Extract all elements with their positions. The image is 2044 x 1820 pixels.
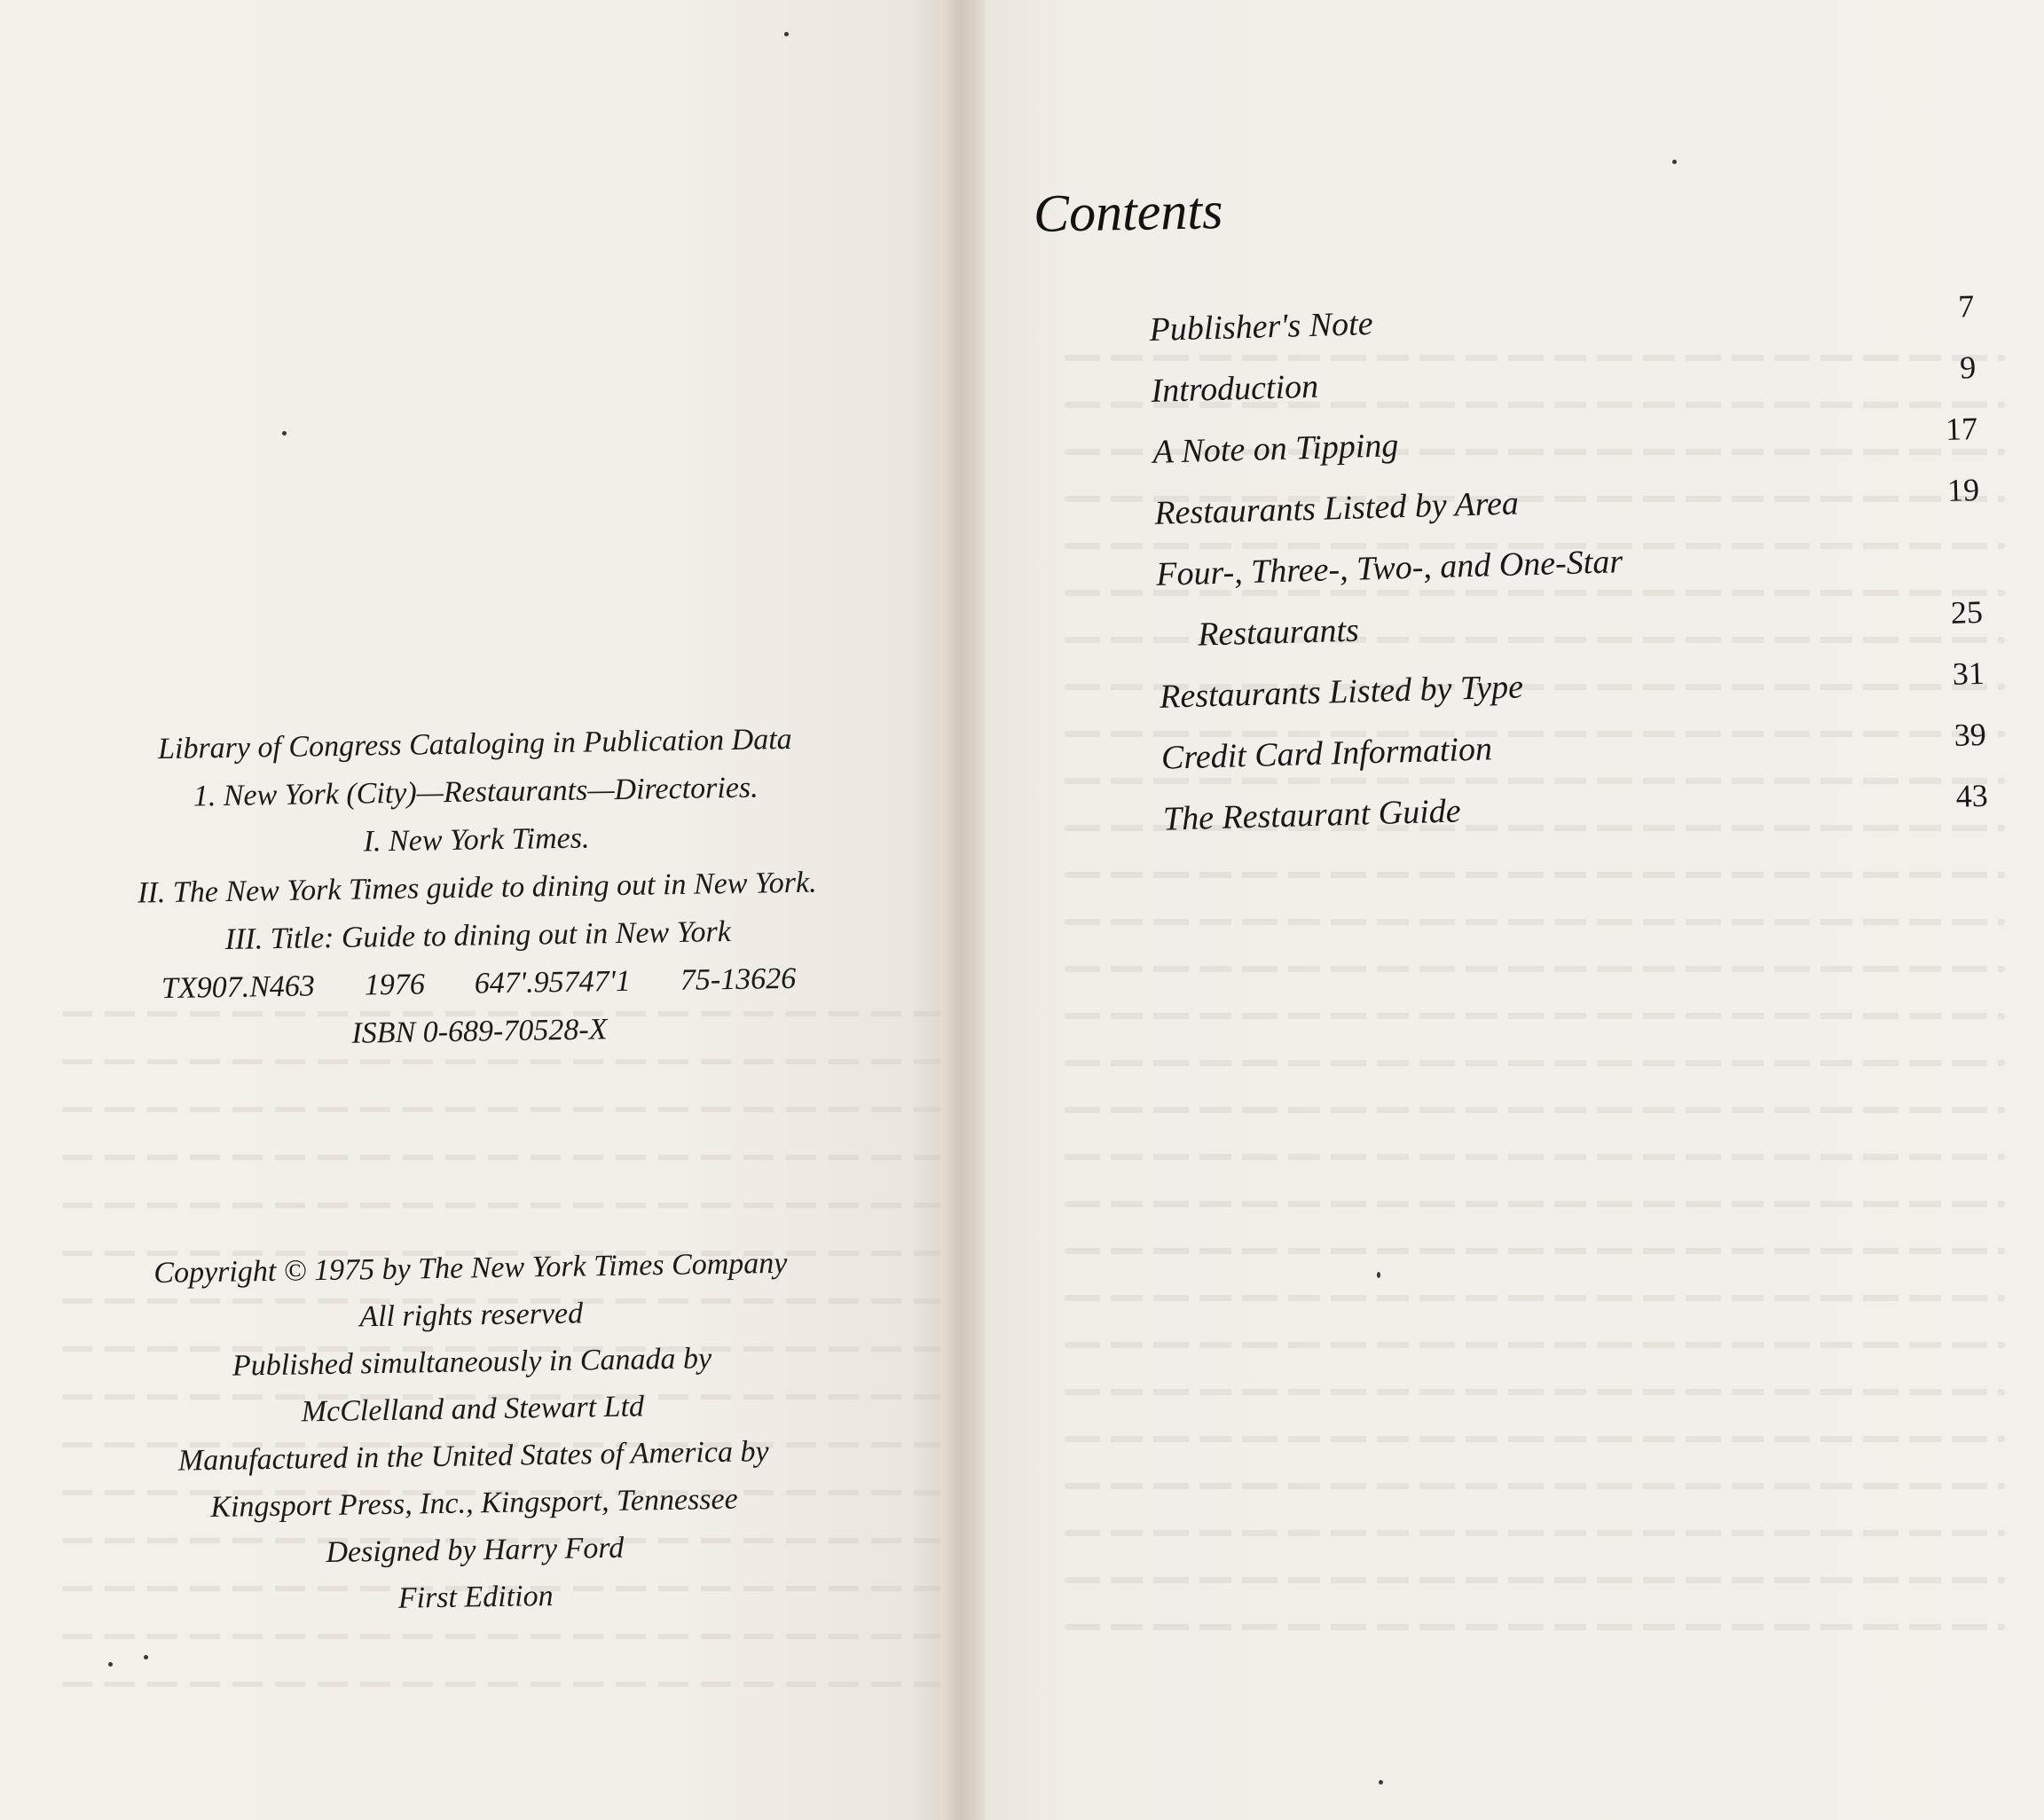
printer-line: Kingsport Press, Inc., Kingsport, Tennessee bbox=[210, 1482, 738, 1525]
cataloging-heading: Library of Congress Cataloging in Publication Data bbox=[157, 722, 792, 766]
toc-entry-page: 19 bbox=[1946, 471, 1980, 508]
toc-entry[interactable] bbox=[1156, 532, 1984, 678]
toc-entry-label: Restaurants Listed by Type bbox=[1159, 668, 1524, 716]
toc-entry-label: Four-, Three-, Two-, and One-Star bbox=[1155, 543, 1623, 593]
designer-line: Designed by Harry Ford bbox=[326, 1531, 625, 1569]
rights-line: All rights reserved bbox=[359, 1297, 584, 1334]
toc-entry-page: 31 bbox=[1952, 655, 1985, 692]
edition-line: First Edition bbox=[397, 1579, 554, 1615]
dewey-number: 647'.95747'1 bbox=[474, 964, 632, 1000]
copyright-line: Copyright © 1975 by The New York Times Company bbox=[153, 1246, 788, 1290]
contents-heading: Contents bbox=[1033, 181, 1223, 243]
toc-entry-label-continued: Restaurants bbox=[1197, 611, 1360, 654]
cataloging-subject: 1. New York (City)—Restaurants—Directories. bbox=[193, 771, 759, 813]
paper-speck bbox=[1379, 1780, 1383, 1785]
cataloging-added-entry-3: III. Title: Guide to dining out in New York bbox=[224, 915, 732, 956]
canada-publication-line: Published simultaneously in Canada by bbox=[232, 1342, 712, 1383]
toc-entry-page: 43 bbox=[1955, 777, 1989, 814]
toc-entry-label: Restaurants Listed by Area bbox=[1153, 484, 1520, 532]
catalog-year: 1976 bbox=[364, 968, 426, 1002]
call-number: TX907.N463 bbox=[161, 969, 316, 1006]
toc-entry-label: Introduction bbox=[1150, 367, 1319, 410]
toc-entry-page: 25 bbox=[1950, 593, 1984, 631]
canada-publisher-line: McClelland and Stewart Ltd bbox=[301, 1390, 645, 1429]
toc-entry-label: The Restaurant Guide bbox=[1162, 792, 1462, 838]
cataloging-data-block bbox=[53, 714, 901, 1063]
paper-speck bbox=[282, 431, 287, 435]
lccn-number: 75-13626 bbox=[680, 961, 797, 997]
toc-entry-label: Credit Card Information bbox=[1160, 730, 1493, 777]
paper-speck bbox=[1672, 160, 1677, 164]
cataloging-added-entry-1: I. New York Times. bbox=[363, 821, 590, 859]
cataloging-added-entry-2: II. The New York Times guide to dining out in New York. bbox=[137, 866, 817, 910]
toc-entry-label: A Note on Tipping bbox=[1152, 427, 1399, 471]
paper-speck bbox=[144, 1655, 148, 1659]
paper-speck bbox=[784, 32, 789, 36]
manufacture-line: Manufactured in the United States of America by bbox=[177, 1435, 769, 1478]
toc-entry-page: 17 bbox=[1945, 410, 1978, 447]
colophon-block bbox=[98, 1239, 849, 1627]
left-page bbox=[0, 0, 958, 1820]
isbn: ISBN 0-689-70528-X bbox=[351, 1013, 608, 1050]
toc-entry-page: 39 bbox=[1954, 716, 1987, 753]
table-of-contents bbox=[1149, 287, 1989, 861]
toc-entry-label: Publisher's Note bbox=[1149, 304, 1374, 349]
paper-speck bbox=[108, 1662, 113, 1667]
toc-entry-page: 7 bbox=[1957, 288, 1975, 325]
toc-entry-page: 9 bbox=[1959, 349, 1977, 386]
